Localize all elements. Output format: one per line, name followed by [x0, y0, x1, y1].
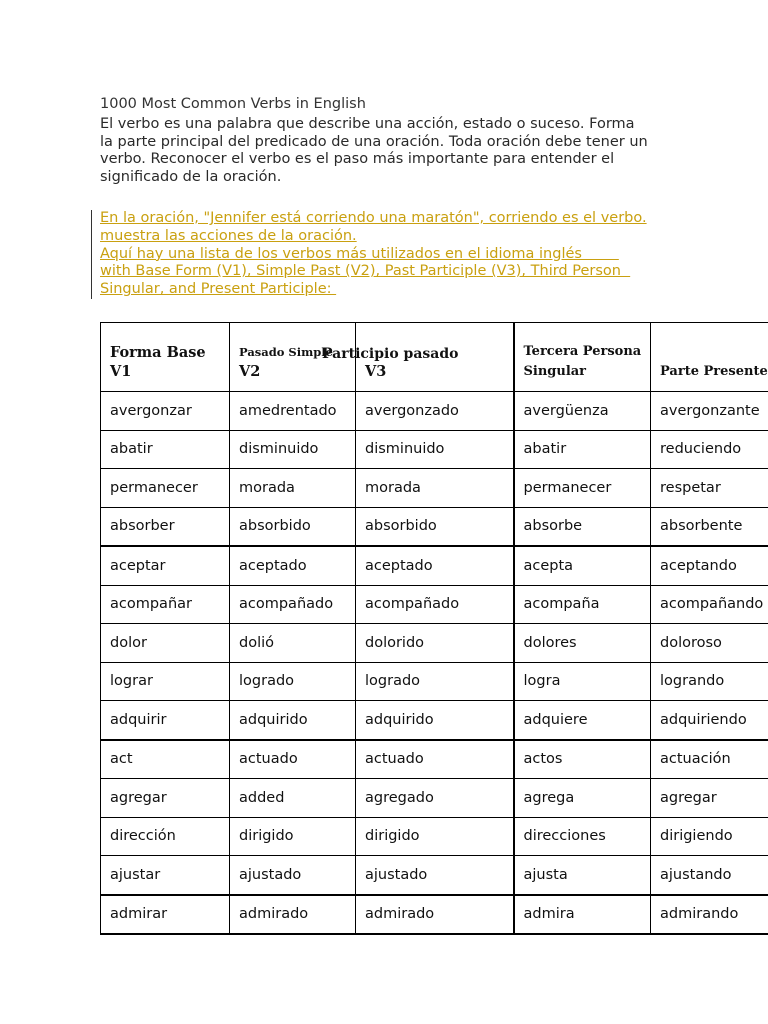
table-cell: ajustado: [230, 856, 356, 895]
table-cell: logra: [514, 662, 651, 701]
table-cell: aceptando: [651, 546, 768, 585]
table-cell: actuación: [651, 740, 768, 779]
table-row: [101, 856, 768, 895]
change-bar: [91, 210, 92, 299]
header-present-participle: Parte Presente: [651, 323, 768, 392]
page-title: 1000 Most Common Verbs in English: [100, 96, 366, 112]
table-cell: act: [101, 740, 230, 779]
table-cell: agregar: [651, 779, 768, 818]
table-row: [101, 546, 768, 585]
table-cell: actuado: [356, 740, 514, 779]
table-cell: morada: [230, 469, 356, 508]
table-cell: aceptado: [356, 546, 514, 585]
table-row: [101, 701, 768, 740]
intro-line: verbo. Reconocer el verbo es el paso más importante para entender el: [100, 151, 615, 168]
table-cell: abatir: [101, 430, 230, 469]
table-cell: permanecer: [101, 469, 230, 508]
table-row: [101, 430, 768, 469]
table-cell: agregado: [356, 779, 514, 818]
table-cell: acompañando: [651, 585, 768, 624]
table-cell: admirando: [651, 895, 768, 935]
header-third-person: Tercera Persona Singular: [514, 323, 651, 392]
table-row: [101, 469, 768, 508]
table-row: [101, 740, 768, 779]
table-cell: aceptar: [101, 546, 230, 585]
link-paragraph: [100, 210, 647, 299]
link-line[interactable]: Singular, and Present Participle:: [100, 281, 337, 298]
table-cell: adquirido: [356, 701, 514, 740]
table-cell: actuado: [230, 740, 356, 779]
table-cell: abatir: [514, 430, 651, 469]
table-cell: absorbe: [514, 507, 651, 546]
table-row: [101, 817, 768, 856]
table-cell: adquiriendo: [651, 701, 768, 740]
table-row: [101, 585, 768, 624]
table-cell: acompañar: [101, 585, 230, 624]
table-cell: dolor: [101, 624, 230, 663]
table-cell: dolorido: [356, 624, 514, 663]
table-cell: doloroso: [651, 624, 768, 663]
intro-line: la parte principal del predicado de una oración. Toda oración debe tener un: [100, 133, 648, 150]
link-line[interactable]: En la oración, "Jennifer está corriendo una maratón", corriendo es el verbo.: [100, 210, 647, 226]
table-cell: aceptado: [230, 546, 356, 585]
table-cell: ajusta: [514, 856, 651, 895]
table-row: [101, 662, 768, 701]
table-cell: reduciendo: [651, 430, 768, 469]
table-cell: morada: [356, 469, 514, 508]
table-cell: absorber: [101, 507, 230, 546]
table-row: [101, 779, 768, 818]
table-cell: avergonzado: [356, 392, 514, 431]
intro-paragraph: [100, 116, 680, 186]
link-line[interactable]: with Base Form (V1), Simple Past (V2), Past Participle (V3), Third Person: [100, 263, 631, 280]
table-cell: lograr: [101, 662, 230, 701]
table-cell: dolió: [230, 624, 356, 663]
table-cell: dirigiendo: [651, 817, 768, 856]
header-past-participle-label: Participio pasado: [322, 346, 459, 362]
table-cell: agregar: [101, 779, 230, 818]
table-cell: direcciones: [514, 817, 651, 856]
table-cell: acepta: [514, 546, 651, 585]
table-cell: adquirido: [230, 701, 356, 740]
intro-line: El verbo es una palabra que describe una acción, estado o suceso. Forma: [100, 116, 635, 132]
table-cell: dirigido: [356, 817, 514, 856]
verb-table: [100, 322, 768, 935]
table-cell: absorbido: [356, 507, 514, 546]
intro-line: significado de la oración.: [100, 168, 282, 185]
table-cell: avergüenza: [514, 392, 651, 431]
table-cell: disminuido: [356, 430, 514, 469]
table-cell: dolores: [514, 624, 651, 663]
table-cell: adquirir: [101, 701, 230, 740]
table-row: [101, 507, 768, 546]
table-cell: admirado: [356, 895, 514, 935]
table-cell: added: [230, 779, 356, 818]
table-cell: avergonzante: [651, 392, 768, 431]
table-body: [101, 392, 768, 935]
table-cell: dirigido: [230, 817, 356, 856]
table-cell: logrando: [651, 662, 768, 701]
table-cell: logrado: [230, 662, 356, 701]
table-cell: acompaña: [514, 585, 651, 624]
table-cell: avergonzar: [101, 392, 230, 431]
table-cell: admirado: [230, 895, 356, 935]
table-cell: actos: [514, 740, 651, 779]
table-cell: ajustando: [651, 856, 768, 895]
table-cell: disminuido: [230, 430, 356, 469]
table-row: [101, 895, 768, 935]
table-cell: respetar: [651, 469, 768, 508]
table-cell: absorbido: [230, 507, 356, 546]
table-cell: acompañado: [230, 585, 356, 624]
table-cell: admirar: [101, 895, 230, 935]
table-cell: logrado: [356, 662, 514, 701]
header-base-form: Forma Base V1: [101, 323, 230, 392]
table-cell: admira: [514, 895, 651, 935]
table-cell: ajustado: [356, 856, 514, 895]
link-line[interactable]: muestra las acciones de la oración.: [100, 227, 357, 244]
table-cell: permanecer: [514, 469, 651, 508]
table-row: [101, 624, 768, 663]
table-cell: agrega: [514, 779, 651, 818]
table-cell: ajustar: [101, 856, 230, 895]
header-simple-past: Pasado Simple V2: [230, 323, 356, 392]
table-cell: adquiere: [514, 701, 651, 740]
table-cell: acompañado: [356, 585, 514, 624]
table-row: [101, 392, 768, 431]
link-line[interactable]: Aquí hay una lista de los verbos más utilizados en el idioma inglés: [100, 245, 619, 262]
table-cell: absorbente: [651, 507, 768, 546]
header-past-participle: V3: [356, 323, 514, 392]
table-cell: dirección: [101, 817, 230, 856]
table-cell: amedrentado: [230, 392, 356, 431]
